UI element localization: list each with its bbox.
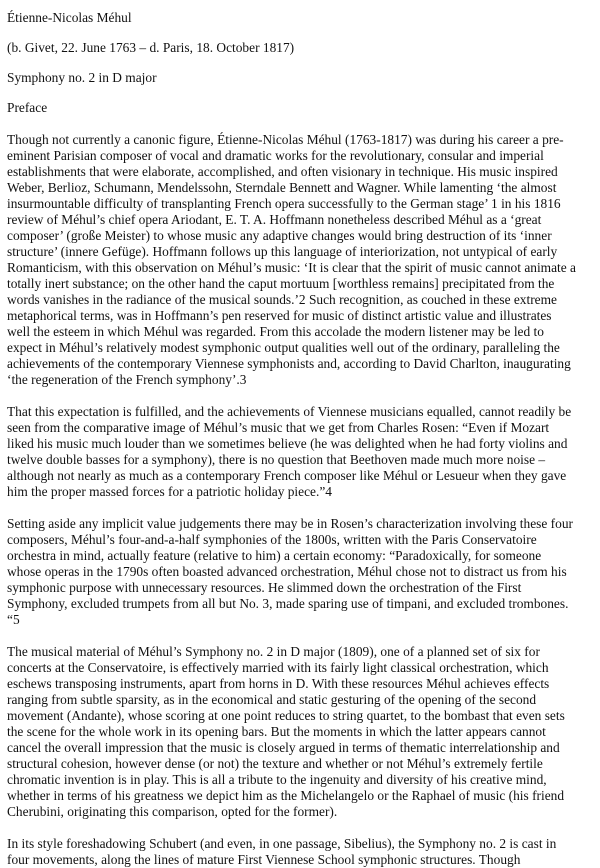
paragraph-1 (7, 132, 600, 388)
text-line: structure’ (innere Gefüge). Hoffmann follows up this language of interiorization, not untypical of early (7, 244, 558, 259)
text-line: ranging from subtle sparsity, as in the economical and static gesturing of the opening of the second (7, 692, 537, 707)
text-line: review of Méhul’s chief opera Ariodant, E. T. A. Hoffmann nonetheless described Méhul as a ‘great (7, 212, 542, 227)
text-line: The musical material of Méhul’s Symphony no. 2 in D major (1809), one of a planned set of six for (7, 644, 540, 659)
text-line: metaphorical terms, was in Hoffmann’s pen reserved for music of distinct artistic value and illustrates (7, 308, 552, 323)
text-line: Setting aside any implicit value judgements there may be in Rosen’s characterization involving these four (7, 516, 573, 531)
composer-name: Étienne-Nicolas Méhul (7, 10, 132, 25)
text-line: four movements, along the lines of mature First Viennese School symphonic structures. Though (7, 852, 521, 867)
text-line: although not nearly as much as a contemporary French composer like Méhul or Lesueur when they gave (7, 468, 567, 483)
text-line: insurmountable difficulty of transplanting French opera successfully to the German stage’ 1 in his 1816 (7, 196, 561, 211)
text-line: In its style foreshadowing Schubert (and even, in one passage, Sibelius), the Symphony no. 2 is cast in (7, 836, 557, 851)
text-line: symphonic purpose with unnecessary resources. He slimmed down the orchestration of the First (7, 580, 522, 595)
paragraph-3 (7, 516, 600, 628)
text-line: ‘the regeneration of the French symphony’.3 (7, 372, 247, 387)
text-line: movement (Andante), whose scoring at one point reduces to string quartet, to the bombast that even sets (7, 708, 565, 723)
text-line: twelve double basses for a symphony), there is no question that Beethoven made much more noise – (7, 452, 546, 467)
text-line: “5 (7, 612, 20, 627)
text-line: Romanticism, with this observation on Méhul’s music: ‘It is clear that the spirit of music cannot animate a (7, 260, 576, 275)
text-line: cancel the overall impression that the music is closely argued in terms of thematic interrelationship and (7, 740, 560, 755)
text-line: eminent Parisian composer of vocal and dramatic works for the revolutionary, consular and imperial (7, 148, 544, 163)
preface-body (7, 132, 600, 868)
text-line: composer’ (große Meister) to whose music any adaptive changes would bring destruction of its ‘inner (7, 228, 552, 243)
text-line: That this expectation is fulfilled, and the achievements of Viennese musicians equalled, cannot readily be (7, 404, 572, 419)
paragraph-4 (7, 644, 600, 820)
paragraph-2 (7, 404, 600, 500)
text-line: him the proper massed forces for a patriotic holiday piece.”4 (7, 484, 332, 499)
text-line: concerts at the Conservatoire, is effectively married with its fairly light classical orchestration, which (7, 660, 549, 675)
text-line: well the esteem in which Méhul was regarded. From this accolade the modern listener may be led to (7, 324, 544, 339)
composer-dates: (b. Givet, 22. June 1763 – d. Paris, 18. October 1817) (7, 40, 295, 55)
text-line: totally inert substance; on the other hand the caput mortuum [worthless remains] precipitated from the (7, 276, 555, 291)
text-line: expect in Méhul’s relatively modest symphonic output qualities well out of the ordinary, paralleling the (7, 340, 560, 355)
work-title: Symphony no. 2 in D major (7, 70, 157, 85)
text-line: whether in terms of his greatness we depict him as the Michelangelo or the Raphael of music (his friend (7, 788, 565, 803)
text-line: achievements of the contemporary Viennese symphonists and, according to David Charlton, inaugurating (7, 356, 571, 371)
text-line: composers, Méhul’s four-and-a-half symphonies of the 1800s, written with the Paris Conservatoire (7, 532, 537, 547)
text-line: chromatic invention is in play. This is all a tribute to the ingenuity and diversity of his creative mind, (7, 772, 547, 787)
text-line: Symphony, excluded trumpets from all but No. 3, made sparing use of timpani, and excluded trombones. (7, 596, 569, 611)
text-line: the scene for the whole work in its opening bars. But the moments in which the latter appears cannot (7, 724, 546, 739)
paragraph-5 (7, 836, 600, 868)
text-line: liked his music much louder than we sometimes believe (he was delighted when he had forty violins and (7, 436, 568, 451)
text-line: Though not currently a canonic figure, Étienne-Nicolas Méhul (1763-1817) was during his career a pre- (7, 132, 564, 147)
section-heading: Preface (7, 100, 48, 115)
text-line: Cherubini, originating this comparison, opted for the former). (7, 804, 338, 819)
text-line: structural cohesion, however dense (or not) the texture and whether or not Méhul’s extremely fertile (7, 756, 543, 771)
text-line: words vanishes in the radiance of the musical sounds.’2 Such recognition, as couched in these extreme (7, 292, 557, 307)
text-line: eschews transposing instruments, apart from horns in D. With these resources Méhul achieves effects (7, 676, 550, 691)
text-line: orchestra in mind, actually feature (relative to him) a certain economy: “Paradoxically, for someone (7, 548, 542, 563)
text-line: seen from the comparative image of Méhul’s music that we get from Charles Rosen: “Even if Mozart (7, 420, 550, 435)
text-line: Weber, Berlioz, Schumann, Mendelssohn, Sterndale Bennett and Wagner. While lamenting ‘the almost (7, 180, 557, 195)
text-line: establishments that were elaborate, accomplished, and often visionary in technique. His music inspired (7, 164, 558, 179)
text-line: whose operas in the 1790s often boasted advanced orchestration, Méhul chose not to distract us from his (7, 564, 567, 579)
